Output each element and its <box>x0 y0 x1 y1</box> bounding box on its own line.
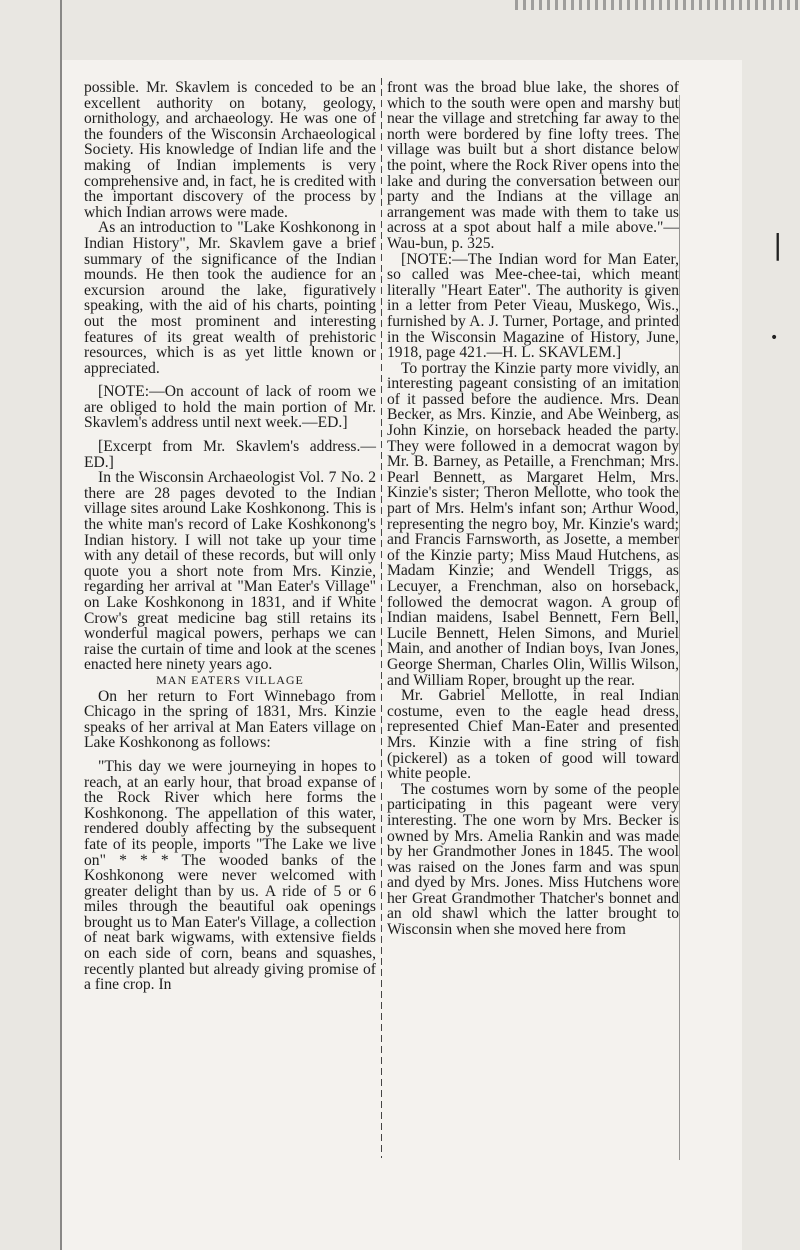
right-paragraph-5: The costumes worn by some of the people participating in this pageant were very interesting. The one worn by Mrs. Becker is owned by Mrs. Amelia Rankin and was made by her Grandmother Jones in 1845. The wool was raised on the Jones farm and was spun and dyed by Mrs. Jones. Miss Hutchens wore her Great Grandmother Thatcher's bonnet and an old shawl which the latter brought to Wisconsin when she moved here from <box>387 780 679 939</box>
right-paragraph-4: Mr. Gabriel Mellotte, in real Indian costume, even to the eagle head dress, represented Chief Man-Eater and presented Mrs. Kinzie with a fine string of fish (pickerel) as a token of good will toward white people. <box>387 687 679 783</box>
left-paragraph-5: In the Wisconsin Archaeologist Vol. 7 No. 2 there are 28 pages devoted to the Indian village sites around Lake Koshkonong. This is the white man's record of Lake Koshkonong's Indian history. I will not take up your time with any detail of these records, but will only quote you a short note from Mrs. Kinzie, regarding her arrival at "Man Eater's Village" on Lake Koshkonong in 1831, and if White Crow's great medicine bag still retains its wonderful magical powers, perhaps we can raise the curtain of time and look at the scenes enacted here ninety years ago. <box>84 469 376 674</box>
left-column <box>84 80 376 993</box>
margin-dot: • <box>770 330 779 346</box>
right-border <box>679 95 680 1160</box>
page-top-edge <box>515 0 800 10</box>
margin-mark: | <box>773 228 783 261</box>
left-paragraph-1: possible. Mr. Skavlem is conceded to be an excellent authority on botany, geology, ornithology, and archaeology. He was one of the founders of the Wisconsin Archaeological Society. His knowledge of Indian life and the making of Indian implements is very comprehensive and, in fact, he is credited with the important discovery of the process by which Indian arrows were made. <box>84 79 376 221</box>
column-rule <box>381 78 382 1158</box>
editor-note: [NOTE:—On account of lack of room we are obliged to hold the main portion of Mr. Skavlem's address until next week.—ED.] <box>84 383 376 432</box>
left-paragraph-6: On her return to Fort Winnebago from Chicago in the spring of 1831, Mrs. Kinzie speaks of her arrival at Man Eaters village on Lake Koshkonong as follows: <box>84 687 376 752</box>
left-paragraph-2: As an introduction to "Lake Koshkonong in Indian History", Mr. Skavlem gave a brief summary of the significance of the Indian mounds. He then took the audience for an excursion around the lake, figuratively speaking, with the aid of his charts, pointing out the most prominent and interesting features of its great wealth of prehistoric resources, which is as yet little known or appreciated. <box>84 219 376 377</box>
left-paragraph-7: "This day we were journeying in hopes to reach, at an early hour, that broad expanse of the Rock River which here forms the Koshkonong. The appellation of this water, rendered doubly affecting by the subsequent fate of its people, imports "The Lake we live on" * * * The wooded banks of the Koshkonong were never welcomed with greater delight than by us. A ride of 5 or 6 miles through the beautiful oak openings brought us to Man Eater's Village, a collection of neat bark wigwams, with extensive fields on each side of corn, beans and squashes, recently planted but already giving promise of a fine crop. In <box>84 757 376 994</box>
right-paragraph-3: To portray the Kinzie party more vividly, an interesting pageant consisting of an imitation of it passed before the audience. Mrs. Dean Becker, as Mrs. Kinzie, and Abe Weinberg, as John Kinzie, on horseback headed the party. They were followed in a democrat wagon by Mr. B. Barney, as Petaille, a Frenchman; Mrs. Pearl Bennett, as Margaret Helm, Mrs. Kinzie's sister; Theron Mellotte, who took the part of Mrs. Helm's infant son; Arthur Wood, representing the negro boy, Mr. Kinzie's ward; and Francis Farnsworth, as Josette, a member of the Kinzie party; Miss Maud Hutchens, as Madam Kinzie; and Wendell Triggs, as Lecuyer, a Frenchman, also on horseback, followed the democrat wagon. A group of Indian maidens, Isabel Bennett, Fern Bell, Lucile Bennett, Helen Simons, and Muriel Main, and another of Indian boys, Ivan Jones, George Sherman, Charles Olin, Willis Wilson, and William Roper, brought up the rear. <box>387 359 679 689</box>
right-note: [NOTE:—The Indian word for Man Eater, so called was Mee-chee-tai, which meant literally "Heart Eater". The authority is given in a letter from Peter Vieau, Muskego, Wis., furnished by A. J. Turner, Portage, and printed in the Wisconsin Magazine of History, June, 1918, page 421.—H. L. SKAVLEM.] <box>387 250 679 362</box>
section-heading: MAN EATERS VILLAGE <box>156 672 304 687</box>
right-column <box>387 80 679 938</box>
excerpt-note: [Excerpt from Mr. Skavlem's address.—ED.] <box>84 438 376 471</box>
right-paragraph-1: front was the broad blue lake, the shores of which to the south were open and marshy but near the village and stretching far away to the north were bordered by fine lofty trees. The village was built but a short distance below the point, where the Rock River opens into the lake and during the conversation between our party and the Indians at the village an arrangement was made with them to take us across at a spot about half a mile above."—Wau-bun, p. 325. <box>387 79 679 252</box>
page-left-edge <box>60 0 62 1250</box>
